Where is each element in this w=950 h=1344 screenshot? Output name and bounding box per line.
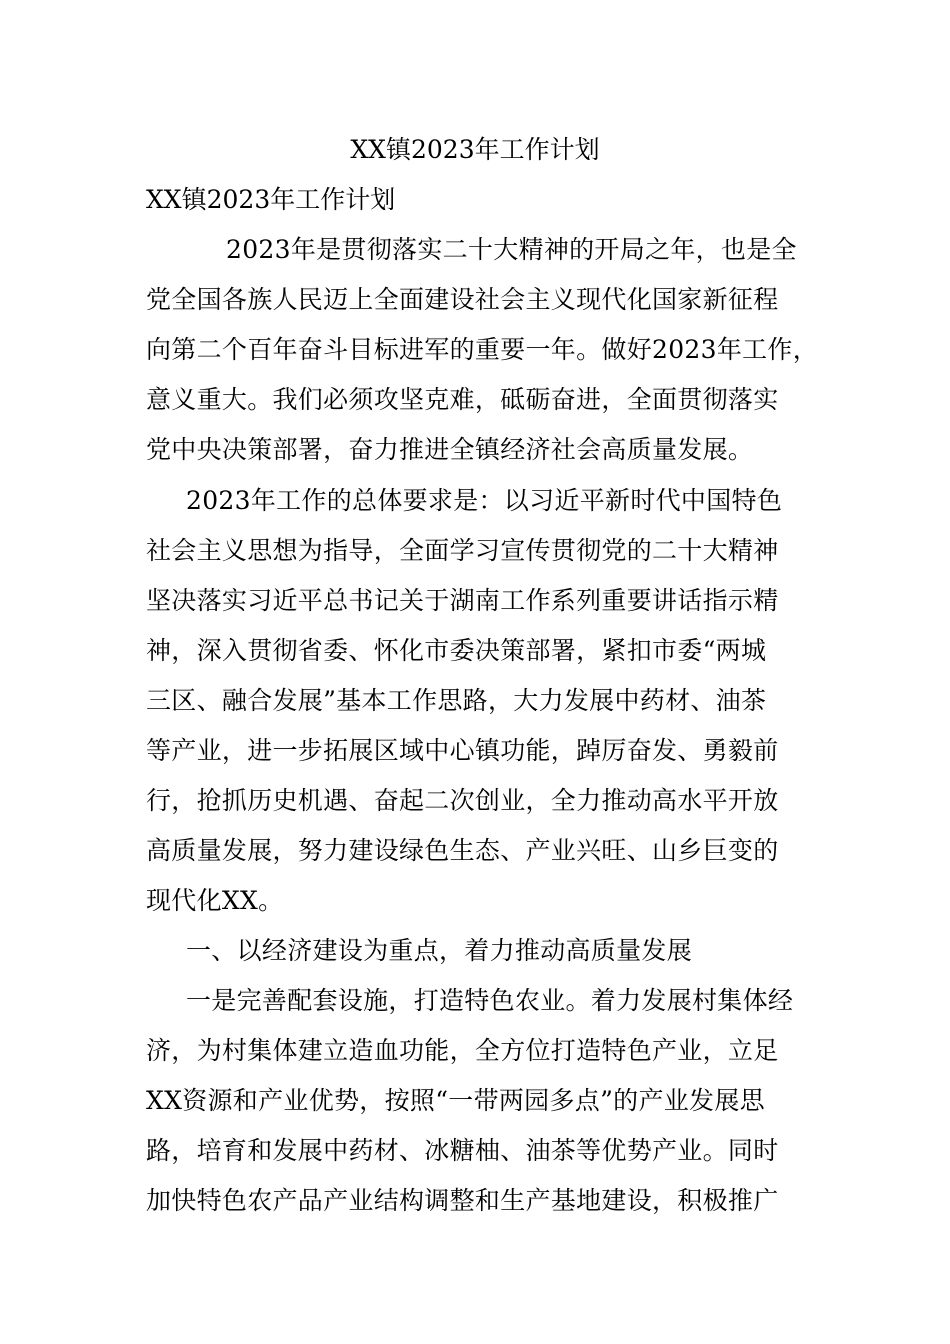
paragraph-line: 党全国各族人民迈上全面建设社会主义现代化国家新征程 bbox=[146, 285, 779, 314]
paragraph-line: 一是完善配套设施，打造特色农业。着力发展村集体经 bbox=[186, 986, 794, 1015]
paragraph-line: 向第二个百年奋斗目标进军的重要一年。做好2023年工作， bbox=[146, 335, 819, 364]
paragraph-line: 2023年工作的总体要求是：以习近平新时代中国特色 bbox=[186, 486, 783, 515]
paragraph-line: XX资源和产业优势，按照“一带两园多点”的产业发展思 bbox=[146, 1086, 765, 1115]
page-title: XX镇2023年工作计划 bbox=[350, 135, 600, 164]
paragraph-line: 意义重大。我们必须攻坚克难，砥砺奋进，全面贯彻落实 bbox=[146, 385, 779, 414]
paragraph-line: 路，培育和发展中药材、冰糖柚、油茶等优势产业。同时 bbox=[146, 1136, 779, 1165]
paragraph-line: 三区、融合发展”基本工作思路，大力发展中药材、油茶 bbox=[146, 686, 767, 715]
section-heading: 一、以经济建设为重点，着力推动高质量发展 bbox=[186, 936, 693, 965]
paragraph-line: 坚决落实习近平总书记关于湖南工作系列重要讲话指示精 bbox=[146, 586, 779, 615]
paragraph-line: 行，抢抓历史机遇、奋起二次创业，全力推动高水平开放 bbox=[146, 786, 779, 815]
paragraph-line: 现代化XX。 bbox=[146, 886, 284, 915]
document-subtitle: XX镇2023年工作计划 bbox=[146, 185, 396, 214]
paragraph-line: 等产业，进一步拓展区域中心镇功能，踔厉奋发、勇毅前 bbox=[146, 736, 779, 765]
paragraph-line: 神，深入贯彻省委、怀化市委决策部署，紧扣市委“两城 bbox=[146, 636, 767, 665]
paragraph-line: 加快特色农产品产业结构调整和生产基地建设，积极推广 bbox=[146, 1186, 779, 1215]
paragraph-line: 济，为村集体建立造血功能，全方位打造特色产业，立足 bbox=[146, 1036, 779, 1065]
paragraph-line: 社会主义思想为指导，全面学习宣传贯彻党的二十大精神 bbox=[146, 536, 779, 565]
paragraph-line: 党中央决策部署，奋力推进全镇经济社会高质量发展。 bbox=[146, 435, 754, 464]
paragraph-line: 高质量发展，努力建设绿色生态、产业兴旺、山乡巨变的 bbox=[146, 836, 779, 865]
paragraph-line: 2023年是贯彻落实二十大精神的开局之年，也是全 bbox=[226, 235, 797, 264]
